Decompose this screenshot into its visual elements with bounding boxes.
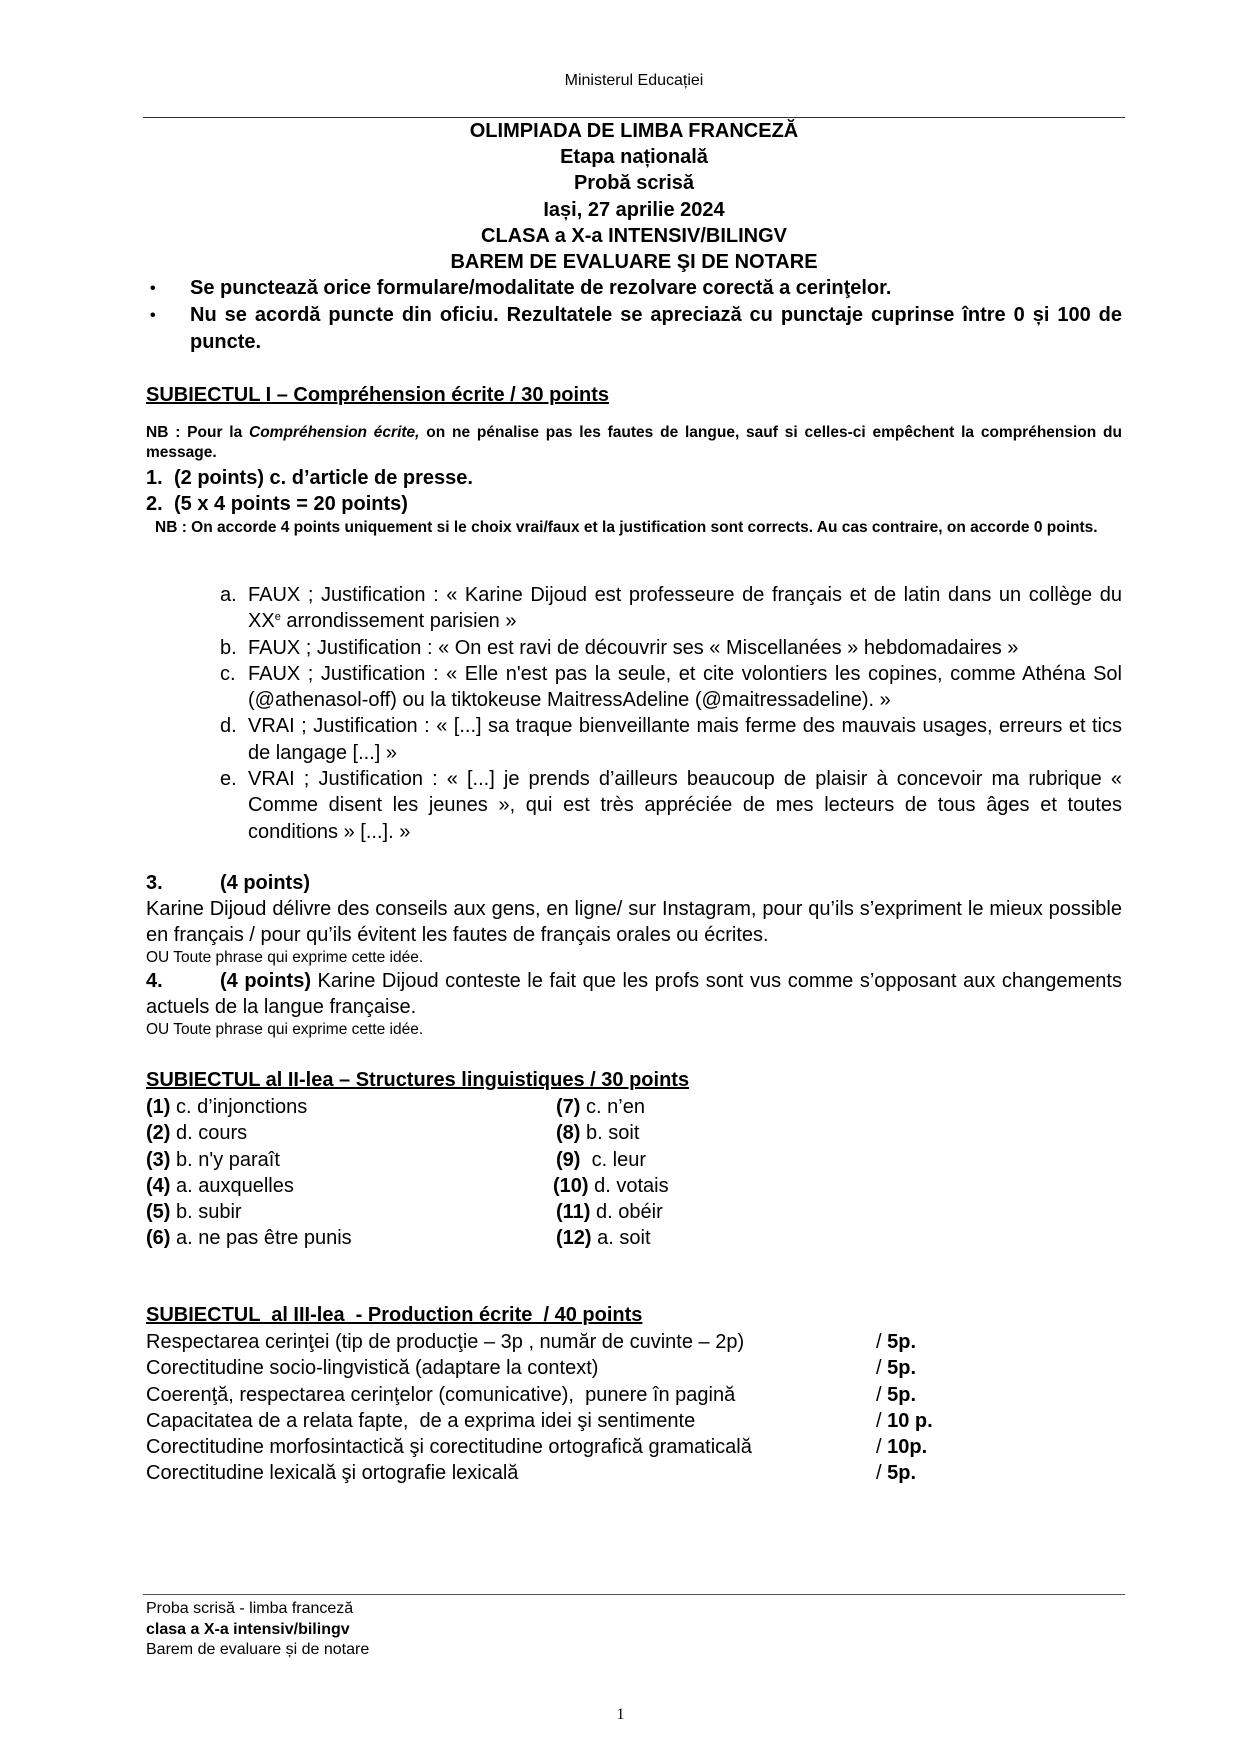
answer-row (146, 1199, 669, 1225)
footer-divider (143, 1594, 1125, 1595)
criterion-points: / 10p. (876, 1436, 928, 1459)
answer-text-continued: arrondissement parisien » (280, 610, 517, 633)
subject-2-title: SUBIECTUL al II-lea – Structures linguistiques / 30 points (146, 1069, 690, 1091)
answer-letter: a. (220, 584, 237, 606)
true-false-answers (220, 582, 1122, 845)
item-answer: b. soit (580, 1122, 640, 1145)
question-3 (146, 872, 310, 895)
subject-1-title: SUBIECTUL I – Compréhension écrite / 30 points (146, 384, 610, 406)
question-answer: (2 points) c. d’article de presse. (174, 467, 473, 489)
criterion-row (146, 1460, 1122, 1486)
note-prefix: NB : Pour la (146, 424, 250, 441)
criterion-row (146, 1382, 1122, 1408)
question-points: (4 points) (220, 970, 311, 992)
item-answer: a. auxquelles (170, 1174, 294, 1197)
question-points: (5 x 4 points = 20 points) (174, 493, 408, 515)
criterion-points: / 10 p. (876, 1409, 933, 1432)
question-2-note: NB : On accorde 4 points uniquement si le choix vrai/faux et la justification sont corrects. Au cas contraire, on accorde 0 points. (155, 519, 1098, 536)
footer-scheme: Barem de evaluare și de notare (146, 1641, 370, 1658)
title-class: CLASA a X-a INTENSIV/BILINGV (481, 224, 787, 247)
answer-letter: c. (220, 662, 236, 685)
item-number: (12) (556, 1227, 592, 1250)
page-footer (146, 1599, 369, 1661)
question-number: 1. (146, 467, 163, 489)
item-answer: a. ne pas être punis (170, 1227, 352, 1250)
criterion-row (146, 1355, 1122, 1381)
title-scheme: BAREM DE EVALUARE ŞI DE NOTARE (450, 251, 818, 274)
answer-text: FAUX ; Justification : « Karine Dijoud est professeure de français et de latin dans un collège du XX (248, 584, 1122, 633)
note-suffix: on ne pénalise pas les fautes de langue, sauf si celles-ci empêchent la compréhension du message. (146, 424, 1122, 461)
superscript: e (274, 611, 281, 624)
criterion-points: / 5p. (876, 1462, 917, 1485)
answer-letter: d. (220, 715, 237, 738)
item-answer: a. soit (591, 1227, 651, 1250)
answer-text: FAUX ; Justification : « Elle n'est pas la seule, et cite volontiers les copines, comme Athéna Sol (@athenasol-off) ou la tiktokeuse MaitressAdeline (@maitressadeline). » (248, 662, 1122, 712)
instruction-bullet: • Nu se acordă puncte din oficiu. Rezultatele se apreciază cu punctaje cuprinse între 0 și 100 de puncte. (146, 302, 1122, 356)
general-instructions (146, 275, 1122, 356)
item-answer: c. d’injonctions (170, 1096, 308, 1118)
answer-letter: e. (220, 768, 237, 791)
criterion-row (146, 1329, 1122, 1355)
item-answer: c. leur (580, 1148, 647, 1171)
criterion-label: Corectitudine socio-lingvistică (adaptare la context) (146, 1357, 599, 1380)
page-number: 1 (616, 1706, 625, 1723)
footer-exam: Proba scrisă - limba franceză (146, 1600, 354, 1617)
question-points: (4 points) (220, 872, 310, 894)
document-title-block (146, 118, 1122, 275)
answer-item (220, 635, 1122, 661)
item-answer: b. subir (170, 1201, 242, 1224)
question-number: 2. (146, 493, 163, 515)
answer-row (146, 1173, 669, 1199)
answer-row (146, 1225, 669, 1251)
title-stage: Etapa națională (560, 146, 708, 169)
item-number: (4) (146, 1174, 171, 1197)
answer-row (146, 1094, 669, 1120)
item-number: (6) (146, 1227, 171, 1250)
question-1 (146, 467, 473, 490)
criterion-points: / 5p. (876, 1331, 917, 1353)
question-answer: Karine Dijoud conteste le fait que les profs sont vus comme s’opposant aux changements actuels de la langue française. (146, 970, 1122, 1019)
question-number: 3. (146, 872, 163, 894)
structures-answers (146, 1094, 669, 1252)
question-4-alternative: OU Toute phrase qui exprime cette idée. (146, 1021, 424, 1038)
ministry-header: Ministerul Educației (564, 72, 704, 89)
question-number: 4. (146, 970, 163, 992)
criterion-label: Coerenţă, respectarea cerinţelor (comunicative), punere în pagină (146, 1383, 736, 1406)
title-olympiad: OLIMPIADA DE LIMBA FRANCEZĂ (469, 120, 799, 142)
item-number: (10) (553, 1174, 589, 1197)
title-exam-type: Probă scrisă (573, 172, 695, 195)
answer-item (220, 661, 1122, 714)
criterion-label: Corectitudine lexicală şi ortografie lexicală (146, 1462, 519, 1485)
question-4 (146, 968, 1122, 1021)
criterion-points: / 5p. (876, 1383, 917, 1406)
item-answer: d. cours (170, 1122, 248, 1145)
item-number: (1) (146, 1096, 171, 1118)
item-answer: b. n'y paraît (170, 1148, 280, 1171)
answer-text: VRAI ; Justification : « [...] je prends d’ailleurs beaucoup de plaisir à concevoir ma rubrique « Comme disent les jeunes », qui est très appréciée de mes lecteurs de tous âges et toutes conditions » [...]. » (248, 768, 1122, 843)
criterion-row (146, 1408, 1122, 1434)
item-number: (5) (146, 1201, 171, 1224)
item-number: (8) (556, 1122, 581, 1145)
criterion-row (146, 1434, 1122, 1460)
answer-item (220, 582, 1122, 635)
note-italic: Compréhension écrite, (249, 424, 420, 441)
criterion-points: / 5p. (876, 1357, 917, 1380)
answer-text: FAUX ; Justification : « On est ravi de découvrir ses « Miscellanées » hebdomadaires » (248, 636, 1019, 659)
instruction-bullet: • Se punctează orice formulare/modalitate de rezolvare corectă a cerinţelor. (146, 275, 1122, 302)
question-3-alternative: OU Toute phrase qui exprime cette idée. (146, 949, 424, 966)
item-number: (11) (556, 1201, 591, 1224)
question-2 (146, 493, 408, 516)
criterion-label: Corectitudine morfosintactică şi corectitudine ortografică gramaticală (146, 1436, 752, 1459)
title-place-date: Iași, 27 aprilie 2024 (543, 198, 725, 221)
question-3-answer: Karine Dijoud délivre des conseils aux gens, en ligne/ sur Instagram, pour qu’ils s’expriment le mieux possible en français / pour qu’ils évitent les fautes de français orales ou écrites. (146, 898, 1122, 947)
subject-3-title: SUBIECTUL al III-lea - Production écrite / 40 points (146, 1304, 643, 1326)
criterion-label: Capacitatea de a relata fapte, de a exprima idei şi sentimente (146, 1409, 696, 1432)
answer-item (220, 766, 1122, 845)
item-answer: d. votais (588, 1174, 669, 1197)
writing-criteria (146, 1329, 1122, 1487)
footer-class: clasa a X-a intensiv/bilingv (146, 1620, 350, 1638)
item-answer: d. obéir (590, 1201, 663, 1224)
answer-text: VRAI ; Justification : « [...] sa traque bienveillante mais ferme des mauvais usages, erreurs et tics de langage [...] » (248, 715, 1122, 764)
item-number: (7) (556, 1096, 581, 1118)
subject-1-note (146, 423, 1122, 463)
item-number: (3) (146, 1148, 171, 1171)
answer-row (146, 1120, 669, 1146)
criterion-label: Respectarea cerinţei (tip de producţie – 3p , număr de cuvinte – 2p) (146, 1331, 745, 1353)
item-number: (2) (146, 1122, 171, 1145)
answer-letter: b. (220, 636, 237, 659)
item-number: (9) (556, 1148, 581, 1171)
item-answer: c. n’en (580, 1096, 645, 1118)
answer-row (146, 1147, 669, 1173)
answer-item (220, 713, 1122, 766)
